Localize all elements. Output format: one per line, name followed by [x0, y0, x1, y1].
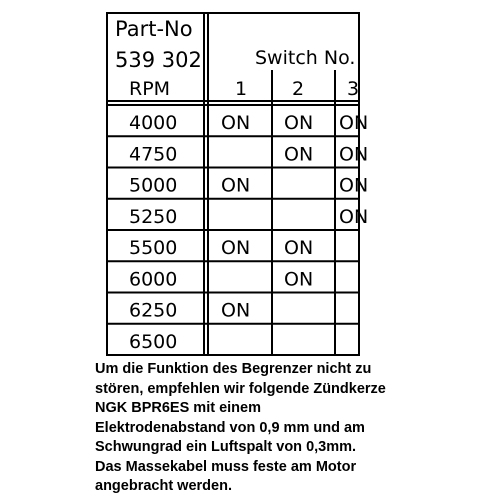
switch-1-cell: ON [221, 299, 251, 322]
switch-number-1: 1 [235, 78, 248, 100]
rpm-cell: 5250 [129, 205, 178, 228]
switch-1-cell: ON [221, 237, 251, 259]
switch-header: Switch No. [255, 47, 356, 69]
switch-2-cell: ON [284, 112, 314, 134]
rpm-cell: 6250 [129, 299, 178, 322]
rpm-cell: 4000 [129, 112, 178, 134]
rpm-cell: 5500 [129, 237, 178, 259]
note-line: Elektrodenabstand von 0,9 mm und am [95, 419, 365, 436]
note-line: Schwungrad ein Luftspalt von 0,3mm. [95, 439, 357, 455]
switch-3-cell: ON [339, 143, 369, 166]
rpm-cell: 6500 [129, 330, 178, 353]
part-label: Part-No [115, 17, 193, 41]
note-line: angebracht werden. [95, 478, 232, 494]
rpm-cell: 5000 [129, 174, 178, 197]
note-line: Um die Funktion des Begrenzer nicht zu [95, 361, 372, 377]
switch-2-cell: ON [284, 237, 314, 259]
switch-3-cell: ON [339, 174, 369, 197]
switch-number-2: 2 [292, 78, 305, 100]
note-line: stören, empfehlen wir folgende Zündkerze [95, 380, 386, 397]
switch-2-cell: ON [284, 268, 314, 291]
switch-1-cell: ON [221, 174, 251, 197]
note-line: Das Massekabel muss feste am Motor [95, 458, 357, 475]
table-body [107, 112, 368, 353]
part-number: 539 302 [115, 48, 202, 72]
switch-1-cell: ON [221, 112, 251, 134]
note-line: NGK BPR6ES mit einem [95, 400, 261, 416]
rpm-header: RPM [129, 78, 171, 100]
switch-3-cell: ON [339, 112, 369, 134]
note-text [95, 360, 500, 497]
switch-3-cell: ON [339, 205, 369, 228]
switch-2-cell: ON [284, 143, 314, 166]
rpm-cell: 4750 [129, 143, 178, 166]
switch-number-3: 3 [347, 78, 360, 100]
rpm-cell: 6000 [129, 268, 178, 291]
